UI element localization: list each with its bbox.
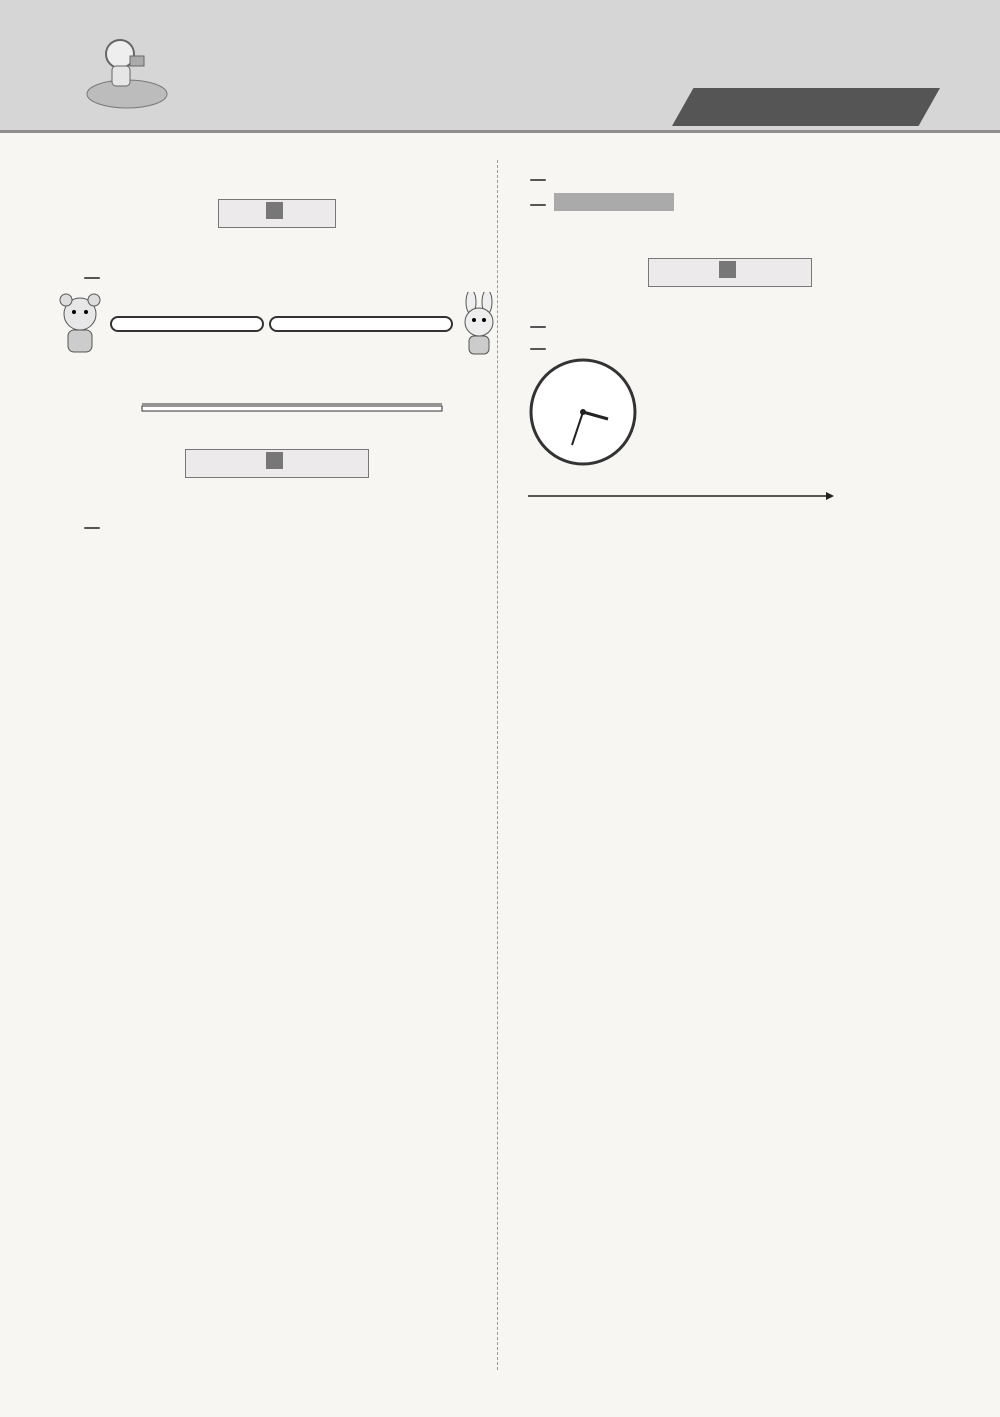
astronaut-icon — [82, 32, 172, 112]
timeline-row — [508, 474, 938, 520]
tip-label — [84, 277, 100, 279]
blank-box — [650, 193, 674, 211]
section-number — [266, 202, 283, 219]
blank-box — [626, 193, 650, 211]
tip-paragraph — [508, 335, 938, 357]
section-number — [719, 261, 736, 278]
tip-paragraph — [62, 514, 492, 536]
timeline-diagram — [508, 474, 838, 520]
clock-face-icon — [528, 357, 638, 467]
section-number — [266, 452, 283, 469]
tip-label — [84, 527, 100, 529]
header-banner — [0, 0, 1000, 133]
blank-box — [578, 193, 602, 211]
speech-bubble-seconds — [269, 316, 453, 332]
section-2-title — [185, 449, 369, 478]
tip-paragraph — [508, 313, 938, 335]
tip-label — [530, 204, 546, 206]
tip-paragraph — [62, 264, 492, 286]
header-pinyin-tag — [672, 88, 940, 126]
cartoon-bubbles — [54, 292, 492, 356]
rabbit-cartoon-icon — [457, 292, 501, 356]
right-column — [508, 166, 938, 520]
speech-bubble-minutes — [110, 316, 264, 332]
blank-box — [554, 193, 578, 211]
tip-paragraph — [508, 188, 938, 216]
tip-label — [530, 348, 546, 350]
tip-paragraph — [508, 166, 938, 188]
section-1-title — [218, 199, 336, 228]
bear-cartoon-icon — [54, 292, 106, 356]
left-column — [62, 185, 492, 544]
tip-label — [530, 326, 546, 328]
blank-box — [602, 193, 626, 211]
tip-label — [530, 179, 546, 181]
section-3-title — [648, 258, 812, 287]
interval-diagram — [82, 384, 482, 434]
